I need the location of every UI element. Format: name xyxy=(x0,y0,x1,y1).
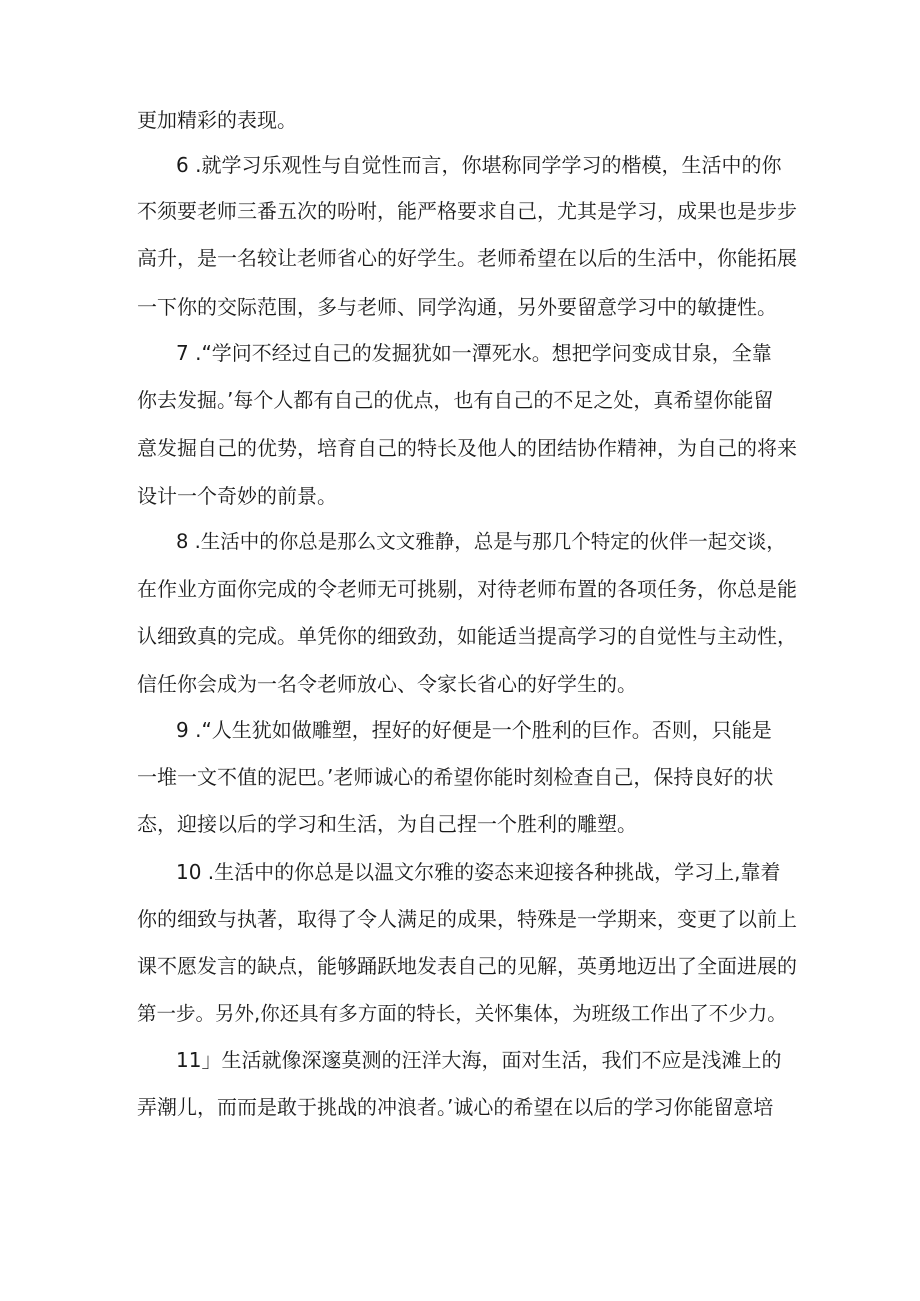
text-line: 设计一个奇妙的前景。 xyxy=(137,484,337,508)
text-line: 更加精彩的表现。 xyxy=(137,108,297,132)
paragraph-6-start: 6 .就学习乐观性与自觉性而言，你堪称同学学习的楷模，生活中的你 xyxy=(176,153,782,177)
text-line: 一下你的交际范围，多与老师、同学沟通，另外要留意学习中的敏捷性。 xyxy=(137,295,777,319)
paragraph-8-start: 8 .生活中的你总是那么文文雅静，总是与那几个特定的伙伴一起交谈， xyxy=(176,530,786,553)
paragraph-7-start: 7 .“学问不经过自己的发掘犹如一潭死水。想把学问变成甘泉，全靠 xyxy=(176,341,772,365)
text-line: 意发掘自己的优势，培育自己的特长及他人的团结协作精神，为自己的将来 xyxy=(137,436,797,460)
text-line: 课不愿发言的缺点，能够踊跃地发表自己的见解，英勇地迈出了全面进展的 xyxy=(137,954,797,978)
paragraph-11-start: 11」生活就像深邃莫测的汪洋大海，面对生活，我们不应是浅滩上的 xyxy=(176,1048,782,1072)
text-line: 弄潮儿，而而是敢于挑战的冲浪者。’诚心的希望在以后的学习你能留意培 xyxy=(137,1095,774,1119)
paragraph-10-start: 10 .生活中的你总是以温文尔雅的姿态来迎接各种挑战，学习上,靠着 xyxy=(176,860,781,884)
text-line: 高升，是一名较让老师省心的好学生。老师希望在以后的生活中，你能拓展 xyxy=(137,246,797,270)
text-line: 在作业方面你完成的令老师无可挑剔，对待老师布置的各项任务，你总是能 xyxy=(137,577,797,601)
text-line: 认细致真的完成。单凭你的细致劲，如能适当提高学习的自觉性与主动性， xyxy=(137,624,797,648)
text-line: 信任你会成为一名令老师放心、令家长省心的好学生的。 xyxy=(137,672,637,696)
text-line: 你的细致与执著，取得了令人满足的成果，特殊是一学期来，变更了以前上 xyxy=(137,907,797,931)
paragraph-9-start: 9 .“人生犹如做雕塑，捏好的好便是一个胜利的巨作。否则，只能是 xyxy=(176,718,772,742)
text-line: 不须要老师三番五次的吩咐，能严格要求自己，尤其是学习，成果也是步步 xyxy=(137,199,797,223)
text-line: 第一步。另外,你还具有多方面的特长，关怀集体，为班级工作出了不少力。 xyxy=(137,1002,787,1025)
text-line: 一堆一文不值的泥巴。’老师诚心的希望你能时刻检查自己，保持良好的状 xyxy=(137,765,774,789)
text-line: 你去发掘。’每个人都有自己的优点，也有自己的不足之处，真希望你能留 xyxy=(137,388,774,412)
text-line: 态，迎接以后的学习和生活，为自己捏一个胜利的雕塑。 xyxy=(137,812,637,836)
